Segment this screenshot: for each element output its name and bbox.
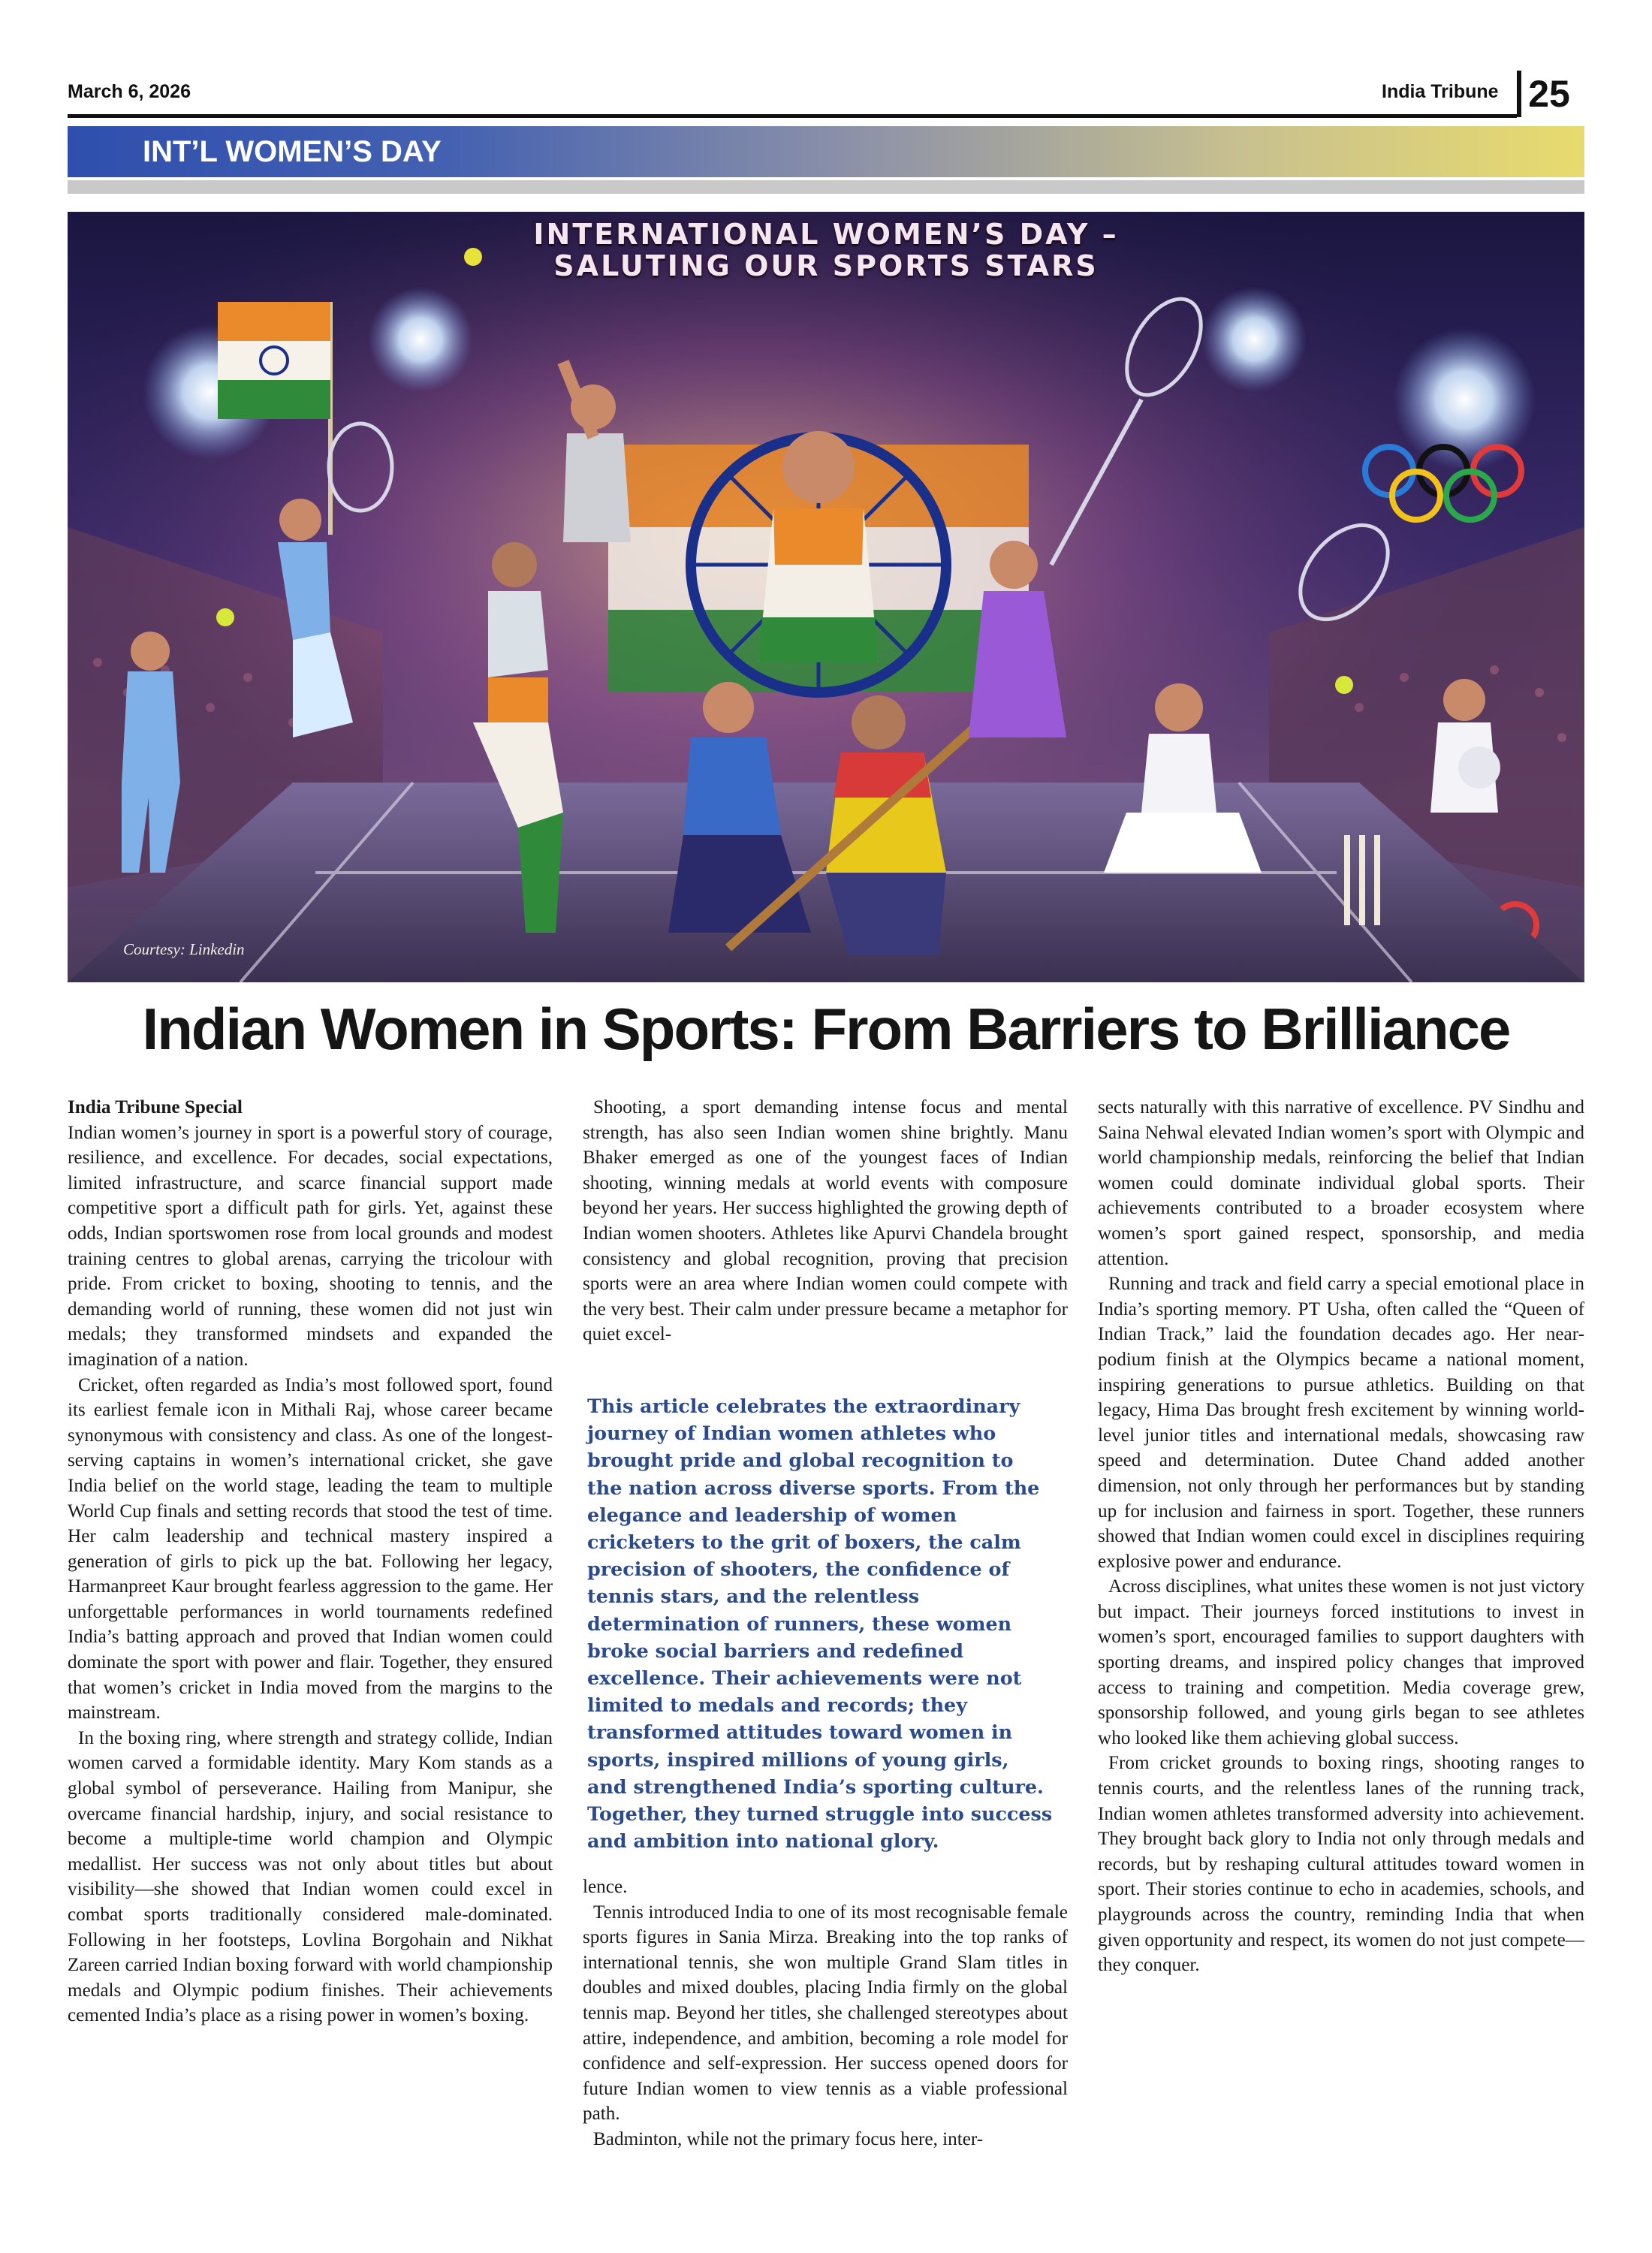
paragraph: Badminton, while not the primary focus here, inter-: [593, 2128, 984, 2149]
paragraph: Shooting, a sport demanding intense focus and mental strength, has also seen Indian women shine brightly. Manu Bhaker emerged as one of the youngest faces of Indian shooting, winning medals at world events with composure beyond her years. Her success highlighted the growing depth of Indian women shooters. Athletes like Apurvi Chandela brought consistency and global recognition, proving that precision sports were an area where Indian women could compete with the very best. Their calm under pressure became a metaphor for quiet excel-: [583, 1097, 1068, 1345]
header-rule: [68, 114, 1517, 118]
paragraph: Running and track and field carry a special emotional place in India’s sporting memory. PT Usha, often called the “Queen of Indian Track,” laid the foundation decades ago. Her near-podium finish at the Olympics became a national moment, inspiring generations to pursue athletics. Building on that legacy, Hima Das brought fresh excitement by winning world-level junior titles and international medals, showcasing raw speed and determination. Dutee Chand added another dimension, not only through her performances but by standing up for inclusion and fairness in sport. Together, these runners showed that Indian women could excel in disciplines requiring explosive power and endurance.: [1098, 1274, 1584, 1572]
paragraph: Cricket, often regarded as India’s most followed sport, found its earliest female icon in Mithali Raj, whose career became synonymous with consistency and class. As one of the longest-serving captains in women’s international cricket, she gave India belief on the world stage, leading the team to multiple World Cup finals and setting records that stood the test of time. Her calm leadership and technical mastery inspired a generation of girls to pick up the bat. Following her legacy, Harmanpreet Kaur brought fearless aggression to the game. Her unforgettable performances in world tournaments redefined India’s batting approach and proved that Indian women could dominate the sport with power and flair. Together, they ensured that women’s cricket in India moved from the margins to the mainstream.: [68, 1374, 553, 1724]
hero-illustration: [68, 212, 1584, 982]
paragraph: From cricket grounds to boxing rings, shooting ranges to tennis courts, and the relentless lanes of the running track, Indian women athletes transformed adversity into achievement. They brought back glory to India not only through medals and records, but by reshaping cultural attitudes toward women in sport. Their stories continue to echo in academies, schools, and playgrounds across the country, reminding India that when given opportunity and respect, its women do not just compete—they conquer.: [1098, 1753, 1584, 1976]
column-2-bottom: [583, 1874, 1068, 2152]
section-banner: [68, 126, 1584, 177]
paragraph: sects naturally with this narrative of excellence. PV Sindhu and Saina Nehwal elevated Indian women’s sport with Olympic and world championship medals, reinforcing the belief that Indian women could dominate individual global sports. Their achievements contributed to a broader ecosystem where women’s sport gained respect, sponsorship, and media attention.: [1098, 1097, 1584, 1269]
column-1: [68, 1095, 553, 2028]
hero-title-line1: INTERNATIONAL WOMEN’S DAY –: [533, 218, 1119, 251]
byline: India Tribune Special: [68, 1097, 243, 1117]
hero-title-line2: SALUTING OUR SPORTS STARS: [553, 249, 1099, 282]
pull-quote: This article celebrates the extraordinary journey of Indian women athletes who brought pride and global recognition to the nation across diverse sports. From the elegance and leadership of women cricketers to the grit of boxers, the calm precision of shooters, the confidence of tennis stars, and the relentless determination of runners, these women broke social barriers and redefined excellence. Their achievements were not limited to medals and records; they transformed attitudes toward women in sports, inspired millions of young girls, and strengthened India’s sporting culture. Together, they turned struggle into success and ambition into national glory.: [587, 1395, 1053, 1853]
column-2-top: [583, 1095, 1068, 1347]
banner-rule: [68, 180, 1584, 194]
paragraph: lence.: [583, 1877, 628, 1897]
publication-name: India Tribune: [1382, 81, 1499, 102]
paragraph: Tennis introduced India to one of its most recognisable female sports figures in Sania Mirza. Breaking into the top ranks of international tennis, she won multiple Grand Slam titles in doubles and mixed doubles, placing India firmly on the global tennis map. Beyond her titles, she challenged stereotypes about attire, independence, and ambition, becoming a role model for confidence and self-expression. Her success opened doors for future Indian women to view tennis as a viable professional path.: [583, 1902, 1068, 2125]
image-credit: Courtesy: Linkedin: [123, 940, 245, 958]
paragraph: Across disciplines, what unites these women is not just victory but impact. Their journeys forced institutions to invest in women’s sport, encouraged families to support daughters with sporting dreams, and inspired policy changes that improved access to training and competition. Media coverage grew, sponsorship followed, and young girls began to see athletes who looked like them achieving global success.: [1098, 1576, 1584, 1748]
paragraph: Indian women’s journey in sport is a powerful story of courage, resilience, and excellence. For decades, social expectations, limited infrastructure, and scarce financial support made competitive sport a difficult path for girls. Yet, against these odds, Indian sportswomen rose from local grounds and modest training centres to global arenas, carrying the tricolour with pride. From cricket to boxing, shooting to tennis, and the demanding world of running, these women did not just win medals; they transformed mindsets and expanded the imagination of a nation.: [68, 1122, 553, 1370]
column-3: [1098, 1095, 1584, 1978]
issue-date: March 6, 2026: [68, 81, 191, 102]
article-headline: Indian Women in Sports: From Barriers to Brilliance: [142, 996, 1510, 1062]
hero-artwork: [68, 212, 1584, 982]
paragraph: In the boxing ring, where strength and strategy collide, Indian women carved a formidable identity. Mary Kom stands as a global symbol of perseverance. Hailing from Manipur, she overcame financial hardship, injury, and social resistance to become a multiple-time world champion and Olympic medallist. Her success was not only about titles but about visibility—she showed that Indian women could excel in combat sports traditionally considered male-dominated. Following in her footsteps, Lovlina Borgohain and Nikhat Zareen carried Indian boxing forward with world championship medals and Olympic podium finishes. Their achievements cemented India’s place as a rising power in women’s boxing.: [68, 1727, 553, 2026]
page-number: 25: [1517, 71, 1577, 117]
section-label: INT’L WOMEN’S DAY: [143, 135, 442, 168]
